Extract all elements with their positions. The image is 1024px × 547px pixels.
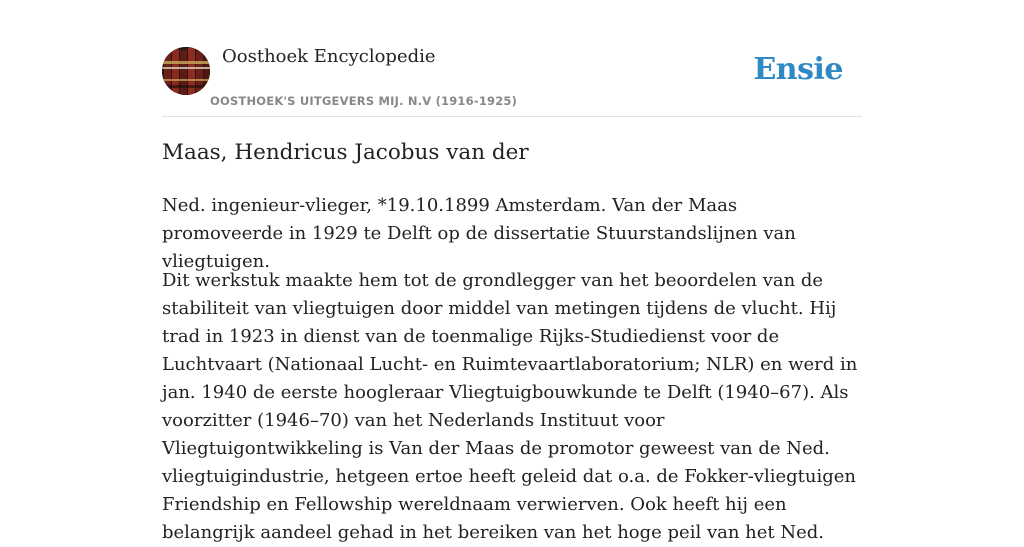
encyclopedia-books-icon — [162, 47, 210, 95]
article-paragraph-2: Dit werkstuk maakte hem tot de grondlegger van het beoordelen van de stabiliteit van vliegtuigen door middel van metingen tijdens de vlucht. Hij trad in 1923 in dienst van de toenmalige Rijks-Studiedienst voor de Luchtvaart (Nationaal Lucht- en Ruimtevaartlaboratorium; NLR) en werd in jan. 1940 de eerste hoogleraar Vliegtuigbouwkunde te Delft (1940–67). Als voorzitter (1946–70) van het Nederlands Instituut voor Vliegtuigontwikkeling is Van der Maas de promotor geweest van de Ned. vliegtuigindustrie, hetgeen ertoe heeft geleid dat o.a. de Fokker-vliegtuigen Friendship en Fellowship wereldnaam verwierven. Ook heeft hij een belangrijk aandeel gehad in het bereiken van het hoge peil van het Ned. — [162, 270, 858, 543]
publisher-label: OOSTHOEK'S UITGEVERS MIJ. N.V (1916-1925) — [210, 94, 518, 108]
source-name[interactable]: Oosthoek Encyclopedie — [222, 46, 436, 67]
page-container — [162, 0, 862, 543]
article-title: Maas, Hendricus Jacobus van der — [162, 140, 529, 165]
article-paragraph-1: Ned. ingenieur-vlieger, *19.10.1899 Amsterdam. Van der Maas promoveerde in 1929 te Delft op de dissertatie Stuurstandslijnen van vliegtuigen. — [162, 195, 796, 272]
source-avatar[interactable] — [162, 47, 210, 95]
source-header — [162, 0, 862, 117]
ensie-logo[interactable]: Ensie — [753, 52, 843, 87]
